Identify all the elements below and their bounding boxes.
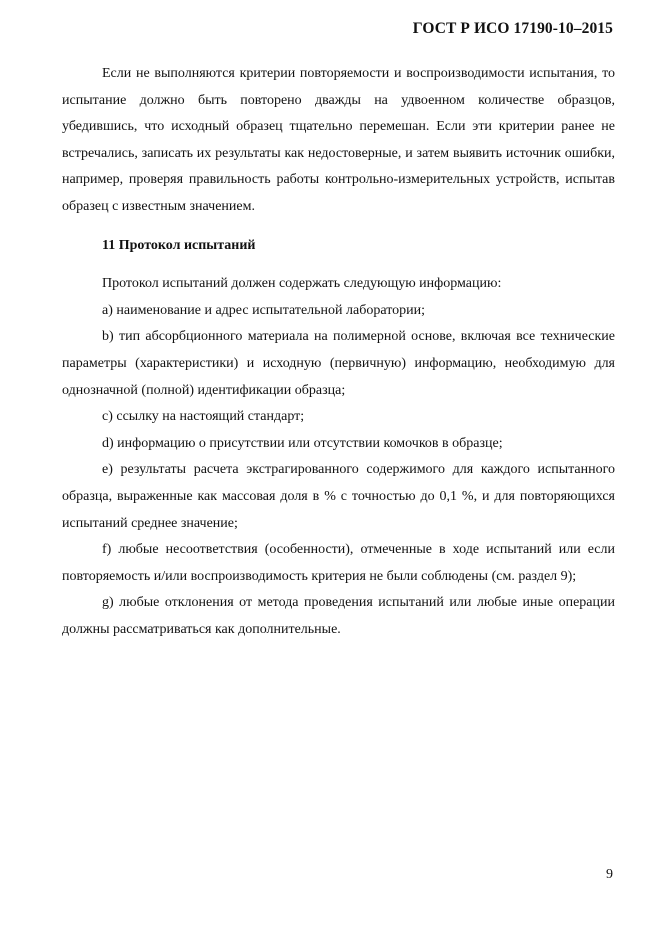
page-number: 9 (606, 867, 613, 882)
intro-paragraph: Если не выполняются критерии повторяемости и воспроизводимости испытания, то испытание должно быть повторено дважды на удвоенном количестве образцов, убедившись, что исходный образец тщательно перемешан. Если эти критерии ранее не встречались, записать их результаты как недостоверные, и затем выявить источник ошибки, например, проверяя правильность работы контрольно-измерительных устройств, испытав образец с известным значением. (62, 66, 615, 214)
section-lead: Протокол испытаний должен содержать следующую информацию: (102, 276, 502, 292)
standard-code-header: ГОСТ Р ИСО 17190-10–2015 (412, 20, 613, 37)
list-item-g: g) любые отклонения от метода проведения испытаний или любые иные операции должны рассматриваться как дополнительные. (62, 595, 615, 637)
list-item-e: e) результаты расчета экстрагированного содержимого для каждого испытанного образца, выраженные как массовая доля в % с точностью до 0,1 %, и для повторяющихся испытаний среднее значение; (62, 462, 615, 531)
list-item-a: a) наименование и адрес испытательной лаборатории; (102, 302, 425, 318)
document-body (62, 61, 615, 643)
list-item-f: f) любые несоответствия (особенности), отмеченные в ходе испытаний или если повторяемость и/или воспроизводимость критерия не были соблюдены (см. раздел 9); (62, 542, 615, 584)
section-heading: 11 Протокол испытаний (102, 237, 256, 253)
list-item-c: c) ссылку на настоящий стандарт; (102, 409, 305, 425)
list-item-d: d) информацию о присутствии или отсутствии комочков в образце; (102, 435, 503, 451)
list-item-b: b) тип абсорбционного материала на полимерной основе, включая все технические параметры (характеристики) и исходную (первичную) информацию, необходимую для однозначной (полной) идентификации образца; (62, 329, 615, 398)
